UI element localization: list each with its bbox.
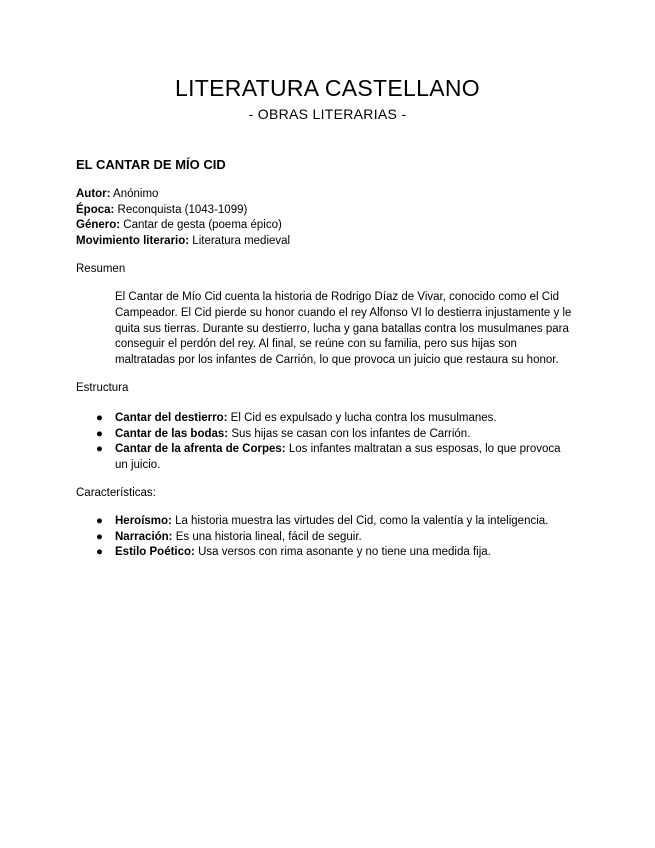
meta-value: Literatura medieval [189,234,291,247]
structure-label: Estructura [76,382,129,394]
meta-label: Género: [76,219,121,232]
item-text: Los infantes maltratan a sus esposas, lo que provoca un juicio. [115,443,561,471]
item-label: Heroísmo: [115,515,172,527]
meta-author [76,187,290,203]
list-item [76,427,576,443]
bullet-icon: ● [96,530,103,543]
meta-movement [76,234,290,250]
item-label: Cantar de las bodas: [115,427,229,440]
meta-value: Reconquista (1043-1099) [114,203,248,216]
meta-label: Época: [76,203,115,216]
meta-genre [76,218,290,234]
features-label: Características: [76,487,156,499]
meta-epoch [76,203,290,219]
item-text: Es una historia lineal, fácil de seguir. [172,530,362,543]
bullet-icon: ● [96,427,103,440]
work-title: EL CANTAR DE MÍO CID [76,157,226,172]
list-item [76,545,576,561]
list-item [76,514,576,530]
document-title: LITERATURA CASTELLANO [175,75,480,101]
list-item [76,530,576,546]
item-text: La historia muestra las virtudes del Cid, como la valentía y la inteligencia. [171,515,549,527]
bullet-icon: ● [96,412,103,424]
item-label: Narración: [115,530,173,543]
meta-value: Cantar de gesta (poema épico) [120,219,282,232]
bullet-icon: ● [96,515,103,527]
meta-value: Anónimo [110,188,159,200]
item-text: Sus hijas se casan con los infantes de Carrión. [228,427,471,440]
item-text: Usa versos con rima asonante y no tiene una medida fija. [194,546,491,558]
item-label: Cantar de la afrenta de Corpes: [115,443,286,455]
item-label: Cantar del destierro: [115,412,228,424]
summary-label: Resumen [76,263,126,275]
list-item [76,442,576,473]
list-item [76,411,576,427]
item-label: Estilo Poético: [115,546,195,558]
bullet-icon: ● [96,443,103,455]
item-text: El Cid es expulsado y lucha contra los musulmanes. [227,412,497,424]
document-subtitle: - OBRAS LITERARIAS - [248,106,407,122]
features-list [76,514,576,561]
meta-label: Autor: [76,188,111,200]
bullet-icon: ● [96,546,103,558]
meta-label: Movimiento literario: [76,234,190,247]
summary-paragraph: El Cantar de Mío Cid cuenta la historia de Rodrigo Díaz de Vivar, conocido como el Cid Campeador. El Cid pierde su honor cuando el rey Alfonso VI lo destierra injustamente y le quita sus tierras. Durante su destierro, lucha y gana batallas contra los musulmanes para conseguir el perdón del rey. Al final, se reúne con su familia, pero sus hijas son maltratadas por los infantes de Carrión, lo que provoca un juicio que restaura su honor. [115,291,572,367]
work-metadata [76,187,290,249]
structure-list [76,411,576,473]
